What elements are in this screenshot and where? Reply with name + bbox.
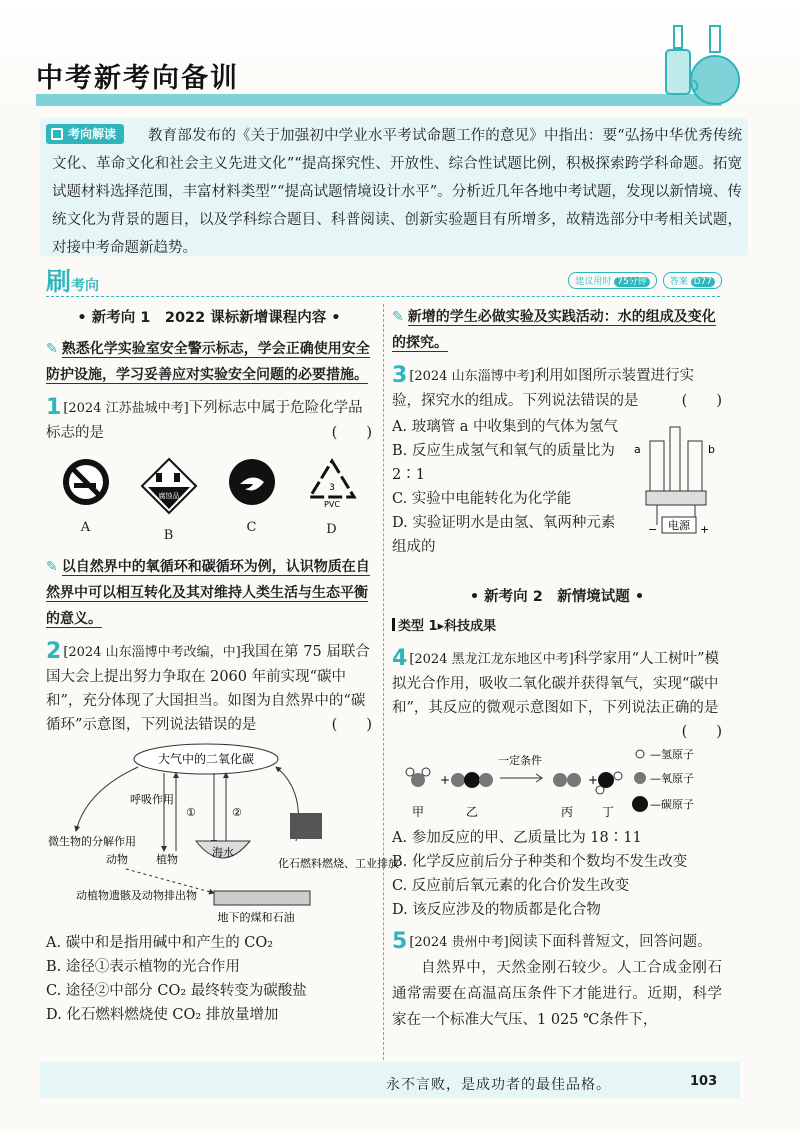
footer-motto: 永不言败，是成功者的最佳品格。 [386, 1077, 611, 1093]
sign-label: C [246, 520, 257, 535]
option-d: D. 化石燃料燃烧使 CO₂ 排放量增加 [46, 1007, 279, 1023]
pen-icon: ✎ [46, 559, 58, 575]
question-number: 3 [392, 363, 408, 388]
option-a: A. 碳中和是指用碱中和产生的 CO₂ [46, 935, 274, 951]
answer-label: 答案 [669, 277, 688, 287]
guide-3-text: 新增的学生必做实验及实践活动：水的组成及变化的探究。 [392, 309, 716, 351]
plant-label: 植物 [156, 853, 178, 866]
page-title: 中考新考向备训 [36, 63, 239, 94]
animal-label: 动物 [106, 853, 128, 866]
guide-1-text: 熟悉化学实验室安全警示标志，学会正确使用安全防护设施，学习妥善应对实验安全问题的必要措施。 [46, 341, 370, 383]
type-1-label: 类型 1▸科技成果 [398, 619, 497, 634]
sign-label: D [326, 522, 337, 537]
question-stem: 我国在第 75 届联合国大会上提出努力争取在 2060 年前实现“碳中和”，充分体现了大国担当。如图为自然界中的“碳循环”示意图，下列说法错误的是 [46, 644, 370, 733]
question-source: [2024 山东淄博中考] [409, 369, 535, 384]
option-b: B. 化学反应前后分子种类和个数均不发生改变 [392, 854, 688, 870]
flask-icon [656, 20, 744, 112]
remains-label: 动植物遗骸及动物排出物 [76, 889, 197, 902]
no-smoking-icon [61, 457, 111, 507]
pen-icon: ✎ [392, 309, 404, 325]
section-title-big: 刷 [46, 267, 72, 296]
carbon-cycle-diagram [46, 741, 399, 931]
guide-2 [46, 554, 372, 632]
reaction-diagram [392, 744, 722, 826]
option-c: C. 反应前后氧元素的化合价发生改变 [392, 878, 630, 894]
section-title [46, 262, 99, 298]
question-4 [392, 647, 722, 922]
product-bing: 丙 [560, 805, 574, 819]
question-4-paren-row [392, 720, 722, 744]
answer-paren: ( ) [331, 717, 372, 733]
recycle-icon [306, 457, 358, 509]
question-source: [2024 江苏盐城中考] [63, 401, 189, 416]
section-rule [46, 296, 720, 297]
question-2 [46, 639, 399, 1027]
title-underline-bar [36, 94, 722, 106]
type-1 [392, 615, 722, 639]
power-label: 电源 [668, 519, 690, 532]
sign-c [227, 457, 277, 548]
question-source: [2024 贵州中考] [409, 935, 509, 950]
page-number: 103 [690, 1074, 718, 1089]
svg-text:+: + [588, 773, 599, 787]
option-c: C. 途径②中部分 CO₂ 最终转变为碳酸盐 [46, 983, 307, 999]
pen-icon: ✎ [46, 341, 58, 357]
svg-text:3: 3 [328, 483, 335, 493]
guide-3 [392, 304, 722, 356]
time-badge [568, 272, 656, 289]
answer-paren: ( ) [681, 724, 722, 740]
legend-oxygen: —氧原子 [650, 772, 694, 785]
left-column [46, 304, 399, 1027]
reactant-jia: 甲 [411, 805, 425, 819]
sign-b [140, 457, 198, 548]
intro-tag-label: 考向解读 [68, 127, 117, 141]
sign-label: B [163, 528, 174, 543]
legend-carbon: —碳原子 [650, 798, 694, 811]
question-source: [2024 山东淄博中考改编，中] [63, 645, 241, 660]
option-d: D. 该反应涉及的物质都是化合物 [392, 902, 601, 918]
reaction-condition: 一定条件 [498, 754, 542, 767]
question-number: 2 [46, 639, 62, 664]
sign-b-text: 腐蚀品 [158, 492, 179, 500]
question-number: 4 [392, 646, 408, 671]
answer-value: D77 [691, 277, 715, 287]
time-value: 75分钟 [614, 277, 649, 287]
option-b: B. 反应生成氢气和氧气的质量比为 2∶1 [392, 443, 615, 483]
section-badges [568, 272, 722, 289]
question-source: [2024 黑龙江龙东地区中考] [409, 652, 574, 667]
fossil-label: 化石燃料燃烧、工业排放 [278, 857, 399, 870]
plus-label: + [700, 523, 710, 536]
question-3-body [392, 415, 722, 583]
question-1 [46, 396, 372, 548]
question-number: 5 [392, 929, 408, 954]
question-stem: 下列标志中属于危险化学品标志的是 [46, 400, 363, 441]
time-label: 建议用时 [575, 277, 612, 287]
intro-text: 教育部发布的《关于加强初中学业水平考试命题工作的意见》中指出：要“弘扬中华优秀传统文化、革命文化和社会主义先进文化”“提高探究性、开放性、综合性试题比例，积极探索跨学科命题。拓宽试题材料选择范围，丰富材料类型”“提高试题情境设计水平”。分析近几年各地中考试题，发现以新情境、传统文化为背景的题目，以及学科综合题目、科普阅读、创新实验题目有所增多，故精选部分中考相关试题，对接中考命题新趋势。 [52, 128, 742, 256]
right-column [392, 304, 722, 1033]
path1-label: ① [186, 806, 196, 819]
type-marker [392, 618, 395, 631]
tube-b-label: b [708, 443, 715, 456]
question-5 [392, 930, 722, 1033]
question-3 [392, 364, 722, 583]
minus-label: − [648, 523, 658, 536]
question-stem: 科学家用“人工树叶”模拟光合作用，吸收二氧化碳并获得氧气，实现“碳中和”，其反应的微观示意图如下，下列说法正确的是 [392, 651, 720, 716]
product-ding: 丁 [601, 805, 615, 819]
tube-a-label: a [634, 443, 641, 456]
intro-tag [46, 124, 124, 144]
answer-paren: ( ) [681, 393, 722, 409]
breath-label: 呼吸作用 [130, 793, 174, 806]
question-3-options [392, 415, 628, 559]
corrosive-icon [140, 457, 198, 515]
heading-new-direction-2: • 新考向 2 新情境试题 • [469, 589, 645, 605]
option-c: C. 实验中电能转化为化学能 [392, 491, 572, 507]
legend-hydrogen: —氢原子 [650, 748, 694, 761]
column-divider [383, 304, 384, 1060]
sign-d-text: PVC [323, 500, 340, 509]
document-icon [51, 128, 63, 140]
option-a: A. 玻璃管 a 中收集到的气体为氢气 [392, 419, 619, 435]
reactant-yi: 乙 [465, 805, 479, 819]
microbe-label: 微生物的分解作用 [48, 835, 136, 848]
question-stem: 利用如图所示装置进行实验，探究水的组成。下列说法错误的是 [392, 368, 695, 409]
coal-label: 地下的煤和石油 [217, 911, 295, 924]
answer-badge [663, 272, 722, 289]
heading-new-direction-1: • 新考向 1 2022 课标新增课程内容 • [77, 310, 341, 326]
hazard-signs [46, 457, 372, 548]
option-a: A. 参加反应的甲、乙质量比为 18∶11 [392, 830, 642, 846]
answer-paren: ( ) [331, 425, 372, 441]
sign-label: A [80, 520, 91, 535]
sign-d [306, 457, 358, 548]
option-b: B. 途径①表示植物的光合作用 [46, 959, 240, 975]
question-number: 1 [46, 395, 62, 420]
sign-a [61, 457, 111, 548]
atmosphere-label: 大气中的二氧化碳 [157, 752, 255, 766]
sea-label: 海水 [212, 846, 234, 859]
water-saving-icon [227, 457, 277, 507]
science-paragraph: 自然界中，天然金刚石较少。人工合成金刚石通常需要在高温高压条件下才能进行。近期，科学家在一个标准大气压、1 025 ℃条件下， [392, 960, 722, 1028]
electrolysis-apparatus [632, 421, 720, 541]
svg-text:+: + [440, 773, 451, 787]
section-title-small: 考向 [71, 278, 100, 294]
path2-label: ② [232, 806, 242, 819]
guide-2-text: 以自然界中的氧循环和碳循环为例，认识物质在自然界中可以相互转化及其对维持人类生活与生态平衡的意义。 [46, 559, 370, 627]
guide-1 [46, 336, 372, 388]
option-d: D. 实验证明水是由氢、氧两种元素组成的 [392, 515, 616, 555]
question-stem: 阅读下面科普短文，回答问题。 [508, 934, 712, 950]
